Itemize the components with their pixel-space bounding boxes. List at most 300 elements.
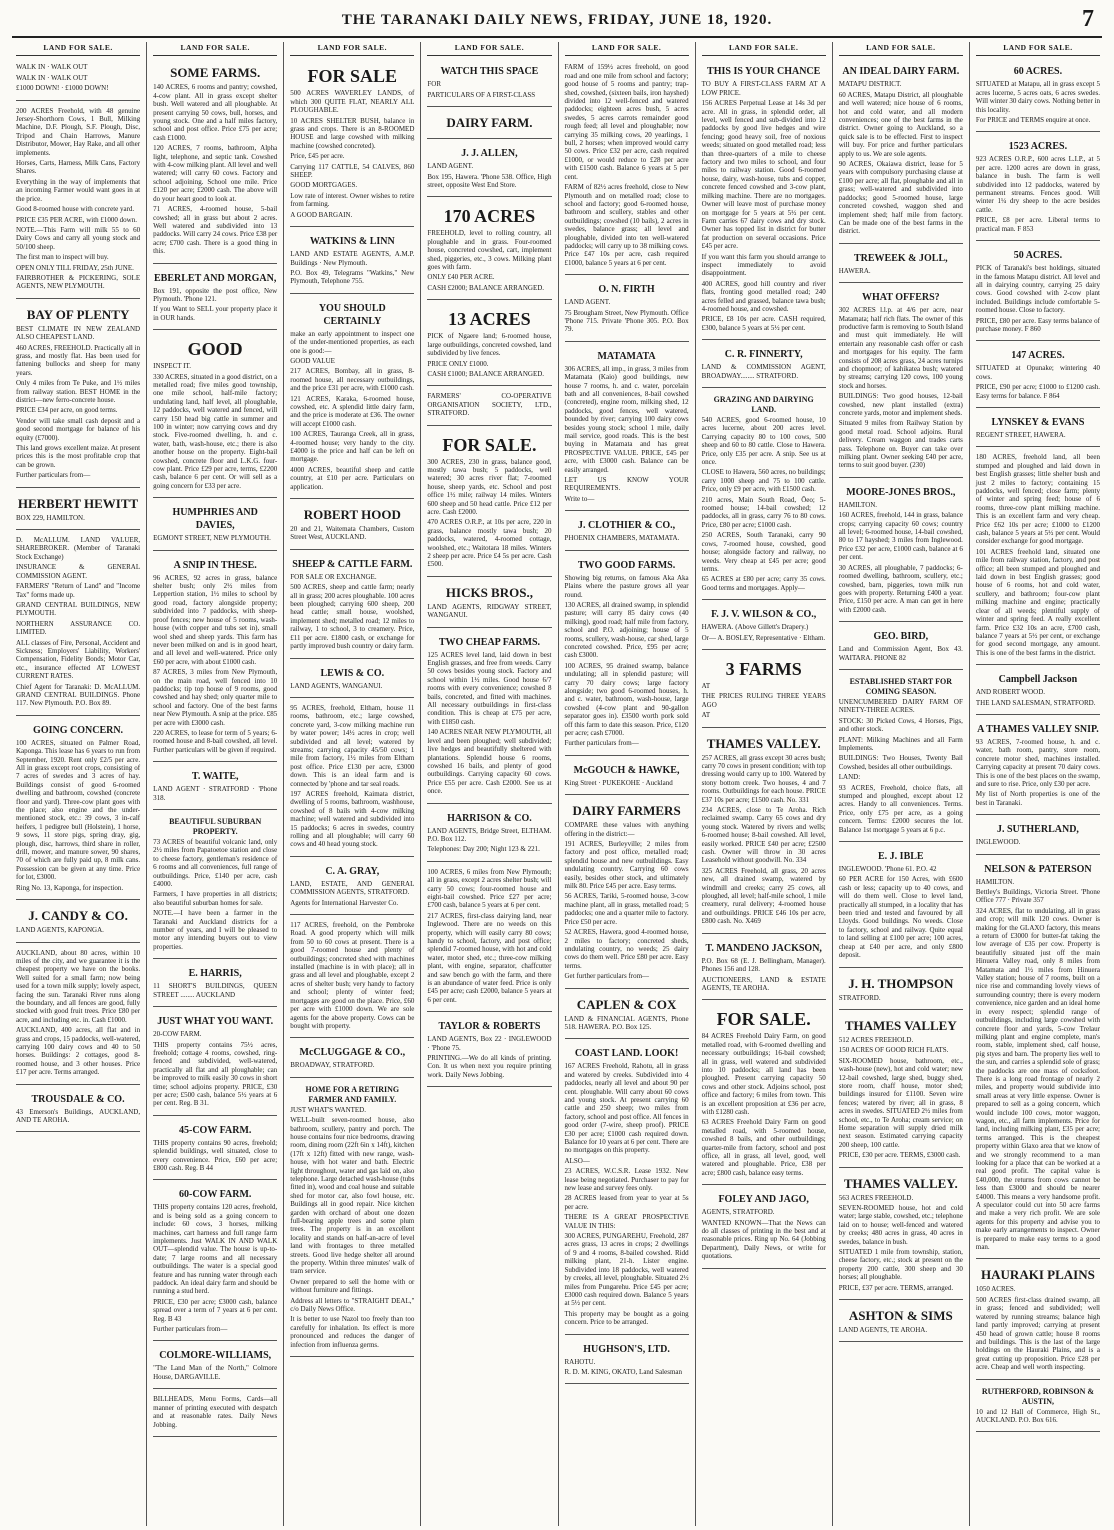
ad-text: 300 ACRES, 230 in grass, balance good, mostly tawa bush; 5 paddocks, well watered; 30 acres river flat; 7-roomed house, sheep yards, etc. School and post office 1½ mile; railway 14 miles. Winters 600 sheep and 50 head cattle. Price £12 per acre. Cash £2000. [427, 457, 552, 516]
advertisement [702, 60, 826, 340]
advertisement [290, 918, 414, 1038]
advertisement [427, 631, 551, 804]
ad-headline: NELSON & PATERSON [984, 863, 1092, 875]
ad-text: King Street · PUKEKOHE · Auckland [564, 778, 673, 787]
ad-headline: GOING CONCERN. [33, 724, 124, 736]
ad-headline: E. HARRIS, [188, 968, 242, 980]
ad-text: BUILDINGS: Two good houses, 12-bail cowshed, new plant installed (extra) concrete yards, motor and implement sheds. [838, 392, 963, 417]
ad-text: If you Want to SELL your property place it in OUR hands. [153, 305, 278, 322]
ad-headline: ASHTON & SIMS [848, 1308, 953, 1324]
ad-text: Further particulars from— [564, 739, 639, 748]
ad-text: 56 ACRES, Tariki, 5-roomed house, 3-cow machine plant, all in grass, metalled road; 5 paddocks; one and a quarter mile to factory. Price £50 per acre. [564, 892, 689, 926]
advertisement [153, 765, 277, 810]
ad-text: INGLEWOOD. [975, 838, 1021, 847]
ad-text: 306 ACRES, all imp., in grass, 3 miles from Matamata (Kaio) good buildings, new house 7 rooms, h. and c. water, porcelain bath and all conveniences, 8-bail cowshed (concreted), engine room, milking shed, 12 paddocks, good fences, well watered, bounded by river; carrying 100 dairy cows besides young stock; school 1 mile, daily mail service, good roads. This is the best buying in Matamata and has great PROSPECTIVE VALUE. PRICE, £45 per acre, with £3000 cash. Balance can be easily arranged. [564, 364, 689, 474]
ad-text: 512 ACRES FREEHOLD. [838, 1035, 914, 1044]
advertisement [839, 1303, 963, 1342]
ad-headline: GOOD [187, 339, 243, 360]
ad-text: 923 ACRES O.R.P., 600 acres L.I.P., at 5 per acre. 1200 acres are down in grass, balance in bush. The farm is well subdivided into 12 paddocks, watered by permanent streams. Fences good. Will winter 1¼ dry sheep to the acre besides cattle. [975, 155, 1100, 214]
ad-text: LAND & FINANCIAL AGENTS, Phone 518. HAWERA. P.O. Box 125. [564, 1014, 689, 1031]
ad-text: Box 191, opposite the post office, New Plymouth. 'Phone 121. [153, 286, 278, 303]
ad-text: 30 ACRES, all ploughable, 7 paddocks; 6-roomed dwelling, bathroom, scullery, etc.; cowshed, barn, piggeries, town milk run goes with property. Returning £400 a year. Price, £150 per acre. A man can get in here with £2000 cash. [838, 563, 963, 614]
ad-text: Owner prepared to sell the home with or without furniture and fittings. [290, 1277, 415, 1295]
ad-headline: E. J. IBLE [878, 851, 924, 863]
ad-text: 160 ACRES, freehold, 144 in grass, balance crops; carrying capacity 60 cows; country all level; 6-roomed house, 14-bail cowshed, 80 to 17 hayshed; 3 miles from Inglewood. Price £32 per acre, £1000 cash, balance at 6 per cent. [838, 511, 963, 562]
column-4 [421, 42, 558, 1526]
ad-text: 197 ACRES freehold, Kaimata district, dwelling of 5 rooms, bathroom, washhouse, cowshed of 8 bails with 4-cow milking machine; well watered and subdivided into 15 paddocks; 6 acres in swedes, country rolling and all ploughable; will carry 60 cows and 40 head young stock. [290, 789, 415, 849]
ad-text: 500 ACRES, sheep and cattle farm; nearly all in grass; 200 acres ploughable. 100 acres been ploughed; carrying 600 sheep, 200 head cattle; small house, woolshed, implement shed; metalled road; 12 miles to railway, 1 to school, 3 to creamery. Price, £11 per acre. £1800 cash, or exchange for partly improved bush country or dairy farm. [290, 583, 415, 651]
ad-headline: J. H. THOMPSON [848, 975, 954, 991]
ad-headline: LEWIS & CO. [320, 667, 385, 679]
ad-text: Vendor will take small cash deposit and a good second mortgage for balance of his equity (£7000). [16, 416, 141, 442]
ad-text: 65 ACRES at £80 per acre; carry 35 cows. Good terms and mortgages. Apply— [701, 575, 826, 592]
ad-headline: T. MANDENO JACKSON, [705, 942, 822, 954]
advertisement [153, 813, 277, 959]
ad-text: Carrying 117 CATTLE, 54 CALVES, 860 SHEEP. [290, 162, 415, 180]
ad-text: CLOSE to Hawera, 560 acres, no buildings; carry 1000 sheep and 75 to 100 cattle. Price, only £9 per acre, with £1500 cash. [701, 468, 826, 494]
ad-headline: TREWEEK & JOLL, [853, 252, 948, 264]
ad-text: PICK of Taranaki's best holdings, situated in the famous Matapu district. All level and all in dairying country, carrying 25 dairy cows. Good cowshed with 2-cow plant included. Buildings include comfortable 5-roomed house. Close to factory. [975, 264, 1100, 315]
ad-text: Chief Agent for Taranaki: D. McALLUM. GRAND CENTRAL BUILDINGS. Phone 117. New Plymouth. P.O. Box 89. [16, 682, 141, 708]
ad-headline: MATAMATA [597, 350, 656, 362]
ad-headline: TROUSDALE & CO. [31, 1093, 125, 1105]
ad-text: HAMILTON. [838, 500, 878, 509]
ad-text: 96 ACRES, 92 acres in grass, balance shelter bush; only 2½ miles from Leppertion station, 1½ miles to school by good road, factory alongside property; subdivided into 7 paddocks, with sheep-proof fences; new house of 5 rooms, wash-house (with copper and tubs set in), small wool shed and sheep yards. This farm has never been milked on and is in good heart, and all level and well-watered. Price only £60 per acre, with about £1000 cash. [153, 573, 278, 666]
advertisement [290, 662, 414, 698]
advertisement [565, 1042, 689, 1334]
advertisement [565, 992, 689, 1040]
ad-headline: C. A. GRAY, [325, 865, 380, 877]
ad-text: AT [701, 711, 711, 720]
ad-headline: HAURAKI PLAINS [981, 1267, 1095, 1283]
ad-text: PRICE, £37 per acre. TERMS, arranged. [838, 1283, 954, 1292]
ad-text: PRICE, £80 per acre. Easy terms balance of purchase money. F 860 [975, 316, 1100, 333]
ad-text: BROADWAY, STRATFORD. [290, 1061, 375, 1070]
advertisement [565, 798, 689, 988]
ad-text: THIS property contains 75½ acres, freehold; cottage 4 rooms, cowshed, ring-fenced and subdivided, well-watered, practically all flat and all ploughable; can be improved to milk easily 30 cows in short time; school adjoins property. PRICE, £30 per acre; £500 cash, balance 5½ years at 6 per cent. Reg. B 31. [153, 1040, 278, 1108]
ad-text: 93 ACRES, 7-roomed house, h. and c. water, bath room, pantry, store room, concrete motor shed, machines installed. Carrying capacity at present 70 dairy cows. This is one of the best places on the swamp, and sure to rise. Price, only £30 per acre. [975, 737, 1100, 788]
ad-text: LAND AGENTS, Bridge Street, ELTHAM. P.O. Box 112. [427, 826, 552, 843]
ad-headline: O. N. FIRTH [598, 284, 655, 296]
advertisement [976, 60, 1100, 132]
advertisement [839, 286, 963, 478]
ad-text: HAMILTON. [975, 877, 1015, 886]
advertisement [153, 267, 277, 331]
ad-text: 540 ACRES, good 6-roomed house, 10 acres lucerne, about 200 acres level. Carrying capacity 80 to 100 cows, 500 sheep and 60 to 80 cattle. Close to Hawera. Price, only £35 per acre. A snip. See us at once. [701, 416, 826, 467]
ad-text: SEVEN-ROOMED house, hot and cold water; large stable, cowshed, etc.; telephone laid on to house; well-fenced and watered by creeks; 480 acres in grass, 40 acres in swedes, balance in bush. [838, 1204, 963, 1246]
column-header: LAND FOR SALE. [16, 44, 140, 56]
ad-text: 52 ACRES, Hawera, good 4-roomed house, 2 miles to factory; concreted sheds, undulating country, no weeds; 25 dairy cows do them well. Price £80 per acre. Easy terms. [564, 928, 689, 970]
ad-text: FARM of 159½ acres freehold, on good road and one mile from school and factory; good house of 5 rooms and pantry; trap-shed, cowshed, (sixteen bails, iron hayshed) divided into 12 well-fenced and watered paddocks; eighteen acres bush, 5 acres swedes, 5 acres carrots remainder good rough feed; all level and ploughable; now carrying 35 milking cows, 20 yearlings, 1 bull, 2 horses; when improved would carry 50 cows. Price £32 per acre, cash required £1000, or would reduce to £28 per acre with £1500 cash. Balance 6 years at 5 per cent. [564, 63, 689, 181]
ad-text: GOOD VALUE [290, 356, 335, 365]
advertisement [976, 858, 1100, 1260]
ad-text: PHOENIX CHAMBERS, MATAMATA. [564, 534, 680, 543]
ad-text: LAND AGENT · STRATFORD · 'Phone 318. [153, 785, 278, 802]
advertisement [702, 1003, 826, 1185]
ad-text: 140 ACRES NEAR NEW PLYMOUTH, all level and been ploughed; well subdivided; live hedges and beautifully sheltered with plantations. Splendid house 6 rooms, cowshed 16 bails, and plenty of good outbuildings. Carrying capacity 60 cows. Price £55 per acre. Cash £2000. See us at once. [427, 728, 552, 796]
advertisement [427, 1015, 551, 1087]
ad-text: PRICE, £8 10s per acre. CASH required, £300, balance 5 years at 5½ per cent. [701, 315, 826, 332]
advertisement [976, 344, 1100, 408]
advertisement [153, 1183, 277, 1341]
ad-headline: TWO GOOD FARMS. [577, 559, 676, 571]
ad-text: 121 ACRES, Karaka, 6-roomed house, cowshed, etc. A splendid little dairy farm, and the price is moderate at £36. The owner will accept £1000 cash. [290, 394, 415, 428]
ad-text: Address all letters to "STRAIGHT DEAL," c/o Daily News Office. [290, 1296, 415, 1314]
ad-text: Everything in the way of implements that an incoming Farmer would want goes in at the price. [16, 177, 141, 203]
ad-text: Box 195, Hawera. 'Phone 538. Office, High street, opposite West End Store. [427, 172, 552, 190]
ad-text: 130 ACRES, all drained swamp, in splendid pasture; will carry 85 dairy cows (40 milking), good road; half mile from factory, school and P.O. adjoining; house of 5 rooms, scullery, wash-house, car shed, large concreted cowshed. Price, £95 per acre; cash £3000. [564, 600, 689, 660]
ad-headline: WHAT OFFERS? [861, 292, 940, 304]
ad-text: Situated 9 miles from Railway Station by good metal road. School adjoins. Rural delivery. Cream waggon and trades carts pass. Telephone on. Buyer can take over milking plant. Owner seeking £40 per acre, terms to suit good buyer. (230) [838, 419, 963, 470]
ad-text: 43 Emerson's Buildings, AUCKLAND, AND TE AROHA. [16, 1107, 141, 1124]
ad-headline: TAYLOR & ROBERTS [438, 1021, 541, 1033]
ad-text: My list of North properties is one of the best in Taranaki. [975, 790, 1100, 807]
ad-text: 400 ACRES, good hill country and river flats, fronting good metalled road; 240 acres felled and grassed, balance tawa bush; 4-roomed house, and cowshed. [701, 279, 826, 313]
ad-headline: J. J. ALLEN, [461, 148, 518, 160]
column-header: LAND FOR SALE. [290, 44, 414, 56]
ad-headline: 13 ACRES [448, 309, 531, 330]
advertisement [16, 946, 140, 1085]
ad-text: 20 and 21, Waitemata Chambers, Custom Street West, AUCKLAND. [290, 525, 415, 542]
ad-headline: A THAMES VALLEY SNIP. [977, 723, 1099, 735]
advertisement [16, 302, 140, 488]
ad-text: INSPECT IT. [153, 362, 191, 371]
ad-text: SITUATED 1 mile from township, station, cheese factory, etc.; stock at present on the property 200 cattle, 300 sheep and 30 horses; all ploughable. [838, 1248, 963, 1282]
ad-text: BEST CLIMATE IN NEW ZEALAND ALSO CHEAPEST LAND. [16, 324, 141, 342]
ad-text: UNENCUMBERED DAIRY FARM OF NINETY-THREE ACRES. [838, 697, 963, 715]
column-header: LAND FOR SALE. [976, 44, 1100, 56]
advertisement [565, 514, 689, 550]
ad-headline: 50 ACRES. [1013, 250, 1063, 262]
ad-headline: COAST LAND. LOOK! [574, 1048, 679, 1060]
column-header: LAND FOR SALE. [839, 44, 963, 56]
ad-headline: FOR SALE. [716, 1009, 811, 1030]
ad-headline: SOME FARMS. [170, 65, 261, 81]
advertisement [839, 481, 963, 622]
ad-text: AUCKLAND, about 80 acres, within 10 miles of the city, and we guarantee it is the cheapest property we have on the books. Well suited for a small farm; now being used for a town milk supply; lovely aspect, facing the sun. Taranaki River runs along the boundary, and all fences are good, fully stocked with good fruit trees. Price £80 per acre, and including etc. in. Cash £1000. [16, 948, 141, 1024]
ad-text: P.O. Box 49, Telegrams "Watkins," New Plymouth, Telephone 755. [290, 268, 415, 286]
advertisement [565, 554, 689, 756]
ad-text: 101 ACRES freehold land, situated one mile from railway station, factory, and post office; all been stumped and ploughed and laid down in best English grasses; good house of 6 rooms, hot and cold water, scullery, and bathroom; four-cow plant milking machine and engine; practically clear of all weeds; plentiful supply of winter and spring feed. A really excellent farm. Price £32 10s an acre, £700 cash, balance 7 years at 5½ per cent, or exchange for good second mortgage, any amount. This is one of the best farms in the district. [975, 547, 1100, 657]
ad-headline: HERBERT HEWITT [17, 495, 139, 511]
ad-text: 191 ACRES, Burleyville; 2 miles from factory and post office, metalled road; splendid house and new outbuildings. Easy undulating country. Carrying 60 cows easily, besides other stock, and ultimately milk 80. Price £45 per acre. Easy terms. [564, 840, 689, 891]
ad-text: MATAPU DISTRICT. [838, 80, 902, 89]
ad-text: FARM of 82½ acres freehold, close to New Plymouth and on metalled road; close to school and factory; good 6-roomed house, bathroom and scullery, stables and other outbuildings; cowshed (10 bails), 2 acres in swedes, balance grass; all level and ploughable, divided into ten well-watered paddocks; will carry up to 38 milking cows. Price £47 10s per acre, cash required £1000, balance 5 years at 6 per cent. [564, 183, 689, 267]
ad-text: AUCTIONEERS, LAND & ESTATE AGENTS, TE AROHA. [701, 975, 826, 992]
ad-text: LAND AGENTS, KAPONGA. [16, 926, 104, 935]
ad-text: STOCK: 30 Picked Cows, 4 Horses, Pigs, and other stock. [838, 716, 963, 734]
column-3 [284, 42, 421, 1526]
advertisement [153, 1392, 277, 1437]
ad-text: 460 ACRES, FREEHOLD. Practically all in grass, and mostly flat. Has been used for fattening bullocks and sheep for many years. [16, 343, 141, 377]
advertisement [427, 142, 551, 197]
ad-text: 217 ACRES, first-class dairying land, near Inglewood. There are no weeds on this property, which will easily carry 80 cows; handy to school, factory, and post office; splendid 7-roomed house, with hot and cold water, motor shed, etc.; three-cow milking plant, with engine, separator, chaffcutter and saw bench go with the farm, and there is an abundance of water feed. Price is only £45 per acre; cash £2000, balance 5 years at 6 per cent. [427, 911, 552, 1004]
advertisement [16, 719, 140, 900]
ad-text: THERE IS A GREAT PROSPECTIVE VALUE IN THIS: [564, 1213, 689, 1230]
ad-headline: 45-COW FARM. [178, 1124, 252, 1136]
ad-text: HAWERA. (Above Gillett's Drapery.) [701, 623, 809, 632]
ad-headline: J. CLOTHIER & CO., [577, 520, 676, 532]
ad-headline: FOR SALE [307, 66, 398, 87]
ad-headline: JUST WHAT YOU WANT. [157, 1016, 274, 1028]
ad-text: REGENT STREET, HAWERA. [975, 430, 1066, 439]
ad-text: 470 ACRES O.R.P., at 10s per acre, 220 in grass, balance mostly tawa bush; 20 paddocks, watered, 4-roomed cottage, woolshed, etc.; Waitotara 18 miles. Winters 2 sheep per acre. Price £4 5s per acre. Cash £500. [427, 518, 552, 569]
ad-text: Good 8-roomed house with concrete yard. [16, 205, 135, 214]
masthead [0, 0, 1114, 40]
ad-text: 75 Brougham Street, New Plymouth. Office 'Phone 715. Private 'Phone 305. P.O. Box 79. [564, 308, 689, 334]
ad-text: 100 ACRES, Tauranga Creek, all in grass, 4-roomed house; very handy to the city. £4000 is the price and half can be left on mortgage. [290, 430, 415, 464]
ad-text: 325 ACRES Freehold, all grass, 20 acres new, all drained swamp, watered by windmill and creeks; carry 25 cows, all ploughed, all level; half-mile school, 1 mile creamery, rural delivery; 4-roomed house and outbuildings. PRICE £46 10s per acre, £800 cash. No. X469 [701, 866, 826, 926]
ad-headline: 60 ACRES. [1013, 66, 1063, 78]
ad-headline: LYNSKEY & EVANS [991, 416, 1085, 428]
ad-text: This property may be bought as a going concern. Price to be arranged. [564, 1309, 689, 1327]
advertisement [565, 60, 689, 275]
ad-text: 11 SHORT'S BUILDINGS, QUEEN STREET ........ AUCKLAND [153, 982, 278, 999]
ad-text: WALK IN · WALK OUT [16, 63, 88, 72]
ad-text: Or— A. BOSLEY, Representative · Eltham. [701, 633, 826, 642]
ad-text: 302 ACRES l.l.p. at 4/6 per acre, near Matamata; half rich flats. The owner of this productive farm is removing to South Island and must quit immediately. He will entertain any reasonable cash offer or cash and mortgages for his equity. The farm consists of 208 acres grass, 24 acres turnips and chopmoor; of kahikatea bush; watered by streams; carrying 120 cows, 100 young stock and horses. [838, 306, 963, 390]
ad-text: If you want this farm you should arrange to inspect immediately to avoid disappointment. [701, 252, 826, 278]
advertisement [427, 580, 551, 628]
ad-text: 220 ACRES, to lease for term of 5 years; 6-roomed house and 8-bail cowshed, all level. Further particulars will be given if required. [153, 728, 278, 754]
ad-headline: GRAZING AND DAIRYING LAND. [713, 395, 814, 414]
advertisement [290, 502, 414, 550]
ad-text: A GOOD BARGAIN. [290, 210, 353, 219]
advertisement [839, 60, 963, 243]
ad-text: 200 ACRES Freehold, with 48 genuine Jersey-Shorthorn Cows, 1 Bull, Milking Machine, D.F. Plough, S.F. Plough, Disc, Tripod and Chain Harrows, Manure Distributor, Mower, Hay Rake, and all other implements. [16, 106, 141, 157]
ad-text: LAND AGENTS, RIDGWAY STREET, WANGANUI. [427, 602, 552, 620]
ad-headline: WATKINS & LINN [309, 236, 395, 248]
ad-headline: ROBERT HOOD [303, 507, 401, 523]
ad-text: AGENTS, STRATFORD. [701, 1208, 775, 1217]
ad-text: 167 ACRES Freehold, Rahotu, all in grass and watered by creeks. Subdivided into 4 paddocks, nearly all level and about 90 per cent. ploughable. Will carry about 60 cows and young stock. At present carrying 60 cattle and 250 sheep; two miles from factory, school and post office. All fences in good order (7-wire, sheep proof). PRICE £30 per acre; £1000 cash required down. Balance for 10 years at 6 per cent. There are no mortgages on this property. [564, 1062, 689, 1155]
advertisement [290, 860, 414, 915]
advertisement [839, 845, 963, 967]
ad-text: CASH £1000; BALANCE ARRANGED. [427, 369, 545, 378]
ad-text: 71 ACRES, 4-roomed house, 5-bail cowshed; all in grass but about 2 acres. Well watered and subdivided into 13 paddocks. Will carry 24 cows. Price £38 per acre; £700 cash. There is a good thing in this. [153, 205, 278, 256]
ad-text: THIS property contains 90 acres, freehold; splendid buildings, well situated, close to every convenience. Price, £60 per acre; £800 cash. Reg. B 44 [153, 1138, 278, 1172]
ad-text: Further particulars from— [16, 471, 91, 480]
ad-text: Bettley's Buildings, Victoria Street. 'Phone Office 777 · Private 357 [975, 888, 1100, 905]
ad-text: THE LAND SALESMAN, STRATFORD. [975, 698, 1096, 707]
masthead-title: THE TARANAKI DAILY NEWS, FRIDAY, JUNE 18, 1920. [341, 12, 773, 28]
ad-text: 28 ACRES leased from year to year at 5s per acre. [564, 1194, 689, 1211]
column-header: LAND FOR SALE. [427, 44, 551, 56]
advertisement [16, 903, 140, 942]
ad-text: LAND AGENTS, WANGANUI. [290, 681, 383, 690]
ad-text: Get further particulars from— [564, 972, 650, 981]
ad-headline: WATCH THIS SPACE [440, 66, 539, 78]
advertisement [839, 971, 963, 1010]
advertisement [290, 1081, 414, 1357]
ad-text: Land and Commission Agent, Box 43. WAITARA. PHONE 82 [838, 645, 963, 662]
ad-text: BILLHEADS, Menu Forms, Cards—all manner of printing executed with despatch and at reasonable rates. Daily News Jobbing. [153, 1395, 278, 1429]
advertisement [976, 1383, 1100, 1433]
ad-text: FOR [427, 80, 441, 89]
column-7 [833, 42, 970, 1526]
ad-headline: J. CANDY & CO. [28, 908, 128, 924]
ad-text: JUST WHAT'S WANTED. [290, 1105, 366, 1114]
advertisement [427, 389, 551, 425]
ad-text: 73 ACRES of beautiful volcanic land, only 2½ miles from Papatoetoe station and close to cheese factory, gentleman's residence of 6 rooms and all conveniences, full range of outbuildings. Price, £140 per acre, cash £4000. [153, 838, 278, 889]
ad-headline: ESTABLISHED START FOR COMING SEASON. [849, 676, 953, 696]
ad-text: 210 acres, Main South Road, Ōeo; 5-roomed house; 14-bail cowshed; 12 paddocks, all in grass, carry 76 to 80 cows. Price, £80 per acre; £1000 cash. [701, 495, 826, 529]
ad-text: 100 ACRES, situated on Palmer Road, Kaponga. This lease has 6 years to run from September, 1920. Rent only £2/5 per acre. All in grass except root crops, consisting of 7 acres of swedes and 3 acres of hay. Buildings consist of good 6-roomed dwelling and bathroom, cowshed (concrete floor and yard). Three-cow plant goes with the place; also engine and the under-mentioned stock, etc.: 39 cows, 3 in-calf heifers, 1 pedigree bull (Holstein), 1 horse, 9 sows, 11 store pigs, spring dray, gig, plough, disc, harrows, third share in roller, drill, mower, and manure sower, 90 shares, 70 of which are fully paid up, 8 milk cans. Possession can be given at any time. Price for lot, £3000. [16, 738, 141, 882]
ad-text: 117 ACRES, freehold, on the Pembroke Road. A good property which will milk from 50 to 60 cows at present. There is a good 7-roomed house and plenty of outbuildings; concreted shed with machines installed (machine is in with place); all in grass and all level and ploughable, except 2 acres of shelter bush; very handy to factory and school; plenty of winter feed; mortgages are good on the place. Price, £60 per acre with £1000 down. We are sole agents for the above property. Cows can be bought with property. [290, 921, 415, 1030]
advertisement [839, 1013, 963, 1168]
ad-text: PRINTING.—We do all kinds of printing. Con. It us when next you require printing work. Daily News Jobbing. [427, 1054, 552, 1079]
ad-headline: McCLUGGAGE & CO., [299, 1047, 406, 1059]
ad-text: 180 ACRES, freehold land, all been stumped and ploughed and laid down in best English grasses; little shelter bush and just 2 miles to factory; containing 15 paddocks, well fenced; close farm; plenty of winter and spring feed; house of 6 rooms, three-cow plant milking machine. This is an excellent farm and very cheap. Price £62 10s per acre; £1000 to £1200 cash, balance 5 years at 5½ per cent. Would consider exchange for good mortgage. [975, 453, 1100, 546]
ad-headline: J. SUTHERLAND, [996, 824, 1079, 836]
column-6 [696, 42, 833, 1526]
ad-headline: THIS IS YOUR CHANCE [707, 66, 821, 78]
ad-text: £1000 DOWN! · £1000 DOWN! [16, 84, 109, 93]
advertisement [153, 1010, 277, 1116]
ad-text: PRICE, £30 per acre. TERMS, £3000 cash. [838, 1151, 961, 1160]
ad-text: 100 ACRES, 6 miles from New Plymouth; all in grass, except 2 acres shelter bush; will carry 50 cows; four-roomed house and eight-bail cowshed. Price £27 per acre; £700 cash, balance 5 years at 6 per cent. [427, 867, 552, 910]
ad-text: SITUATED at Matapu, all in grass except 5 acres lucerne, 5 acres oats, 6 acres swedes. Will winter 30 dairy cows. Nothing better in this locality. [975, 80, 1101, 114]
ad-text: 257 ACRES, all grass except 30 acres bush; carry 70 cows in present condition; with top dressing would carry up to 100. Watered by stony bottom creek. Two houses, 4 and 7 rooms. Outbuildings for each house. PRICE £37 10s per acre; £1500 cash. No. 331 [701, 753, 826, 804]
masthead-rule [12, 36, 1102, 38]
ad-text: 20-COW FARM. [153, 1030, 202, 1039]
ad-text: AT [701, 681, 711, 690]
ad-text: 60 ACRES, Matapu District, all ploughable and well watered; nice house of 6 rooms, hot and cold water, and all modern conveniences; one of the best farms in the district. Owner going to Auckland, so a quick sale is to be effected. First to inspect will buy. For price and further particulars apply to us. We are sole agents. [838, 90, 963, 158]
advertisement [702, 937, 826, 1001]
ad-text: Ring No. 13, Kaponga, for inspection. [16, 883, 124, 892]
ad-text: PRICE ONLY £1000. [427, 359, 489, 368]
ad-text: 1050 ACRES. [975, 1285, 1016, 1294]
advertisement [427, 110, 551, 139]
column-1 [10, 42, 147, 1526]
ad-headline: 3 FARMS [725, 658, 802, 679]
ad-headline: MOORE-JONES BROS., [846, 486, 956, 498]
ad-text: NORTHERN ASSURANCE CO. LIMITED. [16, 619, 141, 637]
ad-text: 23 ACRES, W.C.S.R. Lease 1932. New lease being negotiated. Purchaser to pay for new lease and survey fees only. [564, 1167, 689, 1193]
ad-text: Only 4 miles from Te Puke, and 1½ miles from railway station. BEST HOME in the district—new ferro-concrete house. [16, 379, 141, 404]
advertisement [153, 501, 277, 550]
advertisement [153, 962, 277, 1007]
ad-text: LAND, ESTATE, AND GENERAL COMMISSION AGENTS, STRATFORD. [290, 879, 415, 897]
advertisement [427, 200, 551, 300]
ad-text: AND ROBERT WOOD. [975, 688, 1046, 697]
ad-text: FARMERS' CO-OPERATIVE ORGANISATION SOCIETY, LTD., STRATFORD. [427, 392, 552, 418]
ad-text: PARTICULARS OF A FIRST-CLASS [427, 90, 536, 99]
ad-headline: GEO. BIRD, [873, 631, 929, 643]
advertisement [976, 1262, 1100, 1379]
ad-text: FREEHOLD, level to rolling country, all ploughable and in grass. Four-roomed house, concreted cowshed, cart, implement shed, piggeries, etc., 3 cows. Milking plant goes with farm. [427, 229, 552, 272]
advertisement [16, 104, 140, 299]
ad-text: Telephones: Day 200; Night 123 & 221. [427, 845, 540, 854]
ad-text: NOTE.—This Farm will milk 55 to 60 Dairy Cows and carry all young stock and 50/100 sheep. [16, 225, 141, 251]
ad-text: 324 ACRES, flat to undulating, all in grass and crop; will milk 120 cows. Owner is making for the GLAXO factory, this means a return of £3000 for butter-fat taking the low average of £35 per cow. Property is beautifully situated just off the main Hinuera Valley road, only 8 miles from Matamata and 1½ miles from Hinuera Valley station; house of 7 rooms, built on a nice rise and commanding lovely views of surrounding country; there is every modern convenience, nice garden and an ideal home in every respect; splendid range of outbuildings, including large cowshed with concrete floor and yards, 5-cow Trelaur milking plant and engine complete, man's room, stable, implement shed, calf house, pig styes and barn. The property lies well to the sun, and carries a splendid sole of grass; the paddocks are one mass of cocksfoot. There is a long road frontage of nearly 2 miles, and property would subdivide into small areas at very little expense. Owner is prepared to sell as a going concern, which would include 100 cows, motor waggon, wagon, etc., all farm implements. Price for land, including milking plant, £35 per acre; terms arranged. This is the cheapest property within Glaxo area that we know of and we strongly recommend to a man looking for a place that can be worked at a real good profit. The capital value is £40,000, the returns from cows cannot be less than £3000 and should be nearer £4000. This means a very handsome profit. A speculator could cut into 50 acre farms and make a very rich profit. We are sole agents for this property and advise you to make early arrangements to inspect. Owner is prepared to make easy terms to a good man. [975, 906, 1100, 1252]
ad-headline: HUMPHRIES AND DAVIES, [172, 507, 258, 532]
ad-text: LAND & COMMISSION AGENT, BROADWAY........ STRATFORD. [701, 363, 826, 380]
ad-text: PRICE, £90 per acre; £1000 to £1200 cash. Easy terms for balance. F 864 [975, 383, 1100, 400]
ad-headline: RUTHERFORD, ROBINSON & AUSTIN, [981, 1386, 1095, 1406]
column-8 [970, 42, 1106, 1526]
ad-text: LAND AND ESTATE AGENTS, A.M.P. Buildings · New Plymouth. [290, 250, 415, 267]
ad-text: HAWERA. [838, 266, 871, 275]
ad-text: R. D. M. KING, OKATO, Land Salesman [564, 1367, 682, 1376]
column-2 [147, 42, 284, 1526]
ad-text: CASH £2000; BALANCE ARRANGED. [427, 283, 545, 292]
ad-text: 300 ACRES, PUNGAREHU, Freehold, 287 acres grass, 13 acres in crops; 2 dwellings of 9 and 4 rooms, 8-bailed cowshed. Ridd milking plant, 21-h. Lister engine. Subdivided into 18 paddocks, well watered by creeks, all level, ploughable. Situated 2½ miles from Pungarehu. Price £45 per acre; £3000 cash required down. Balance 5 years at 5½ per cent. [564, 1232, 689, 1308]
advertisement [702, 653, 826, 728]
ad-text: 87 ACRES, 3 miles from New Plymouth, on the main road, well fenced into 10 paddocks; tip top house of 9 rooms, good cowshed and hay shed; only quarter mile to school and factory. One of the best farms near New Plymouth. A snip at the price. £85 per acre with £3000 cash. [153, 668, 278, 727]
ad-headline: 1523 ACRES. [1008, 141, 1068, 153]
advertisement [839, 625, 963, 670]
ad-text: RAHOTU. [564, 1357, 596, 1366]
ad-text: BOX 229, HAMILTON. [16, 513, 85, 522]
ad-text: PRICE £34 per acre, on good terms. [16, 406, 118, 415]
ad-text: This land grows excellent maize. At present prices this is the most profitable crop that can be grown. [16, 444, 141, 469]
ad-text: PRICE, £8 per acre. Liberal terms to practical man. F 853 [975, 216, 1100, 233]
advertisement [290, 60, 414, 227]
advertisement [16, 491, 140, 530]
ad-text: Low rate of interest. Owner wishes to retire from farming. [290, 191, 415, 209]
ad-headline: A SNIP IN THESE. [173, 559, 257, 571]
ad-headline: HOME FOR A RETIRING FARMER AND FAMILY. [305, 1084, 400, 1104]
ad-text: TO BUY A FIRST-CLASS FARM AT A LOW PRICE. [701, 80, 826, 97]
ad-text: ONLY £40 PER ACRE. [427, 273, 495, 282]
ad-text: FAIRBROTHER & PICKERING, SOLE AGENTS, NEW PLYMOUTH. [16, 273, 141, 291]
ad-text: LET US KNOW YOUR REQUIREMENTS. [564, 476, 689, 493]
ad-text: PRICE, £30 per acre; £3000 cash, balance spread over a term of 7 years at 6 per cent. Reg. B 43 [153, 1297, 278, 1323]
ad-headline: CAPLEN & COX [576, 996, 677, 1012]
advertisement [976, 668, 1100, 715]
advertisement [290, 553, 414, 659]
ad-text: WELL-built seven-roomed house, also bathroom, scullery, pantry and porch. The house contains four nice bedrooms, drawing room, dining room (22ft 6in x 14ft), kitchen (17ft x 12ft) fitted with new range, wash-house, with hot water and bath. Electric light throughout, water and gas laid on, also telephone. Large detached wash-house (tubs fitted in), wood and coal house and suitable shed for motor car, also fowl house, etc. Buildings all in good repair. Nice kitchen garden with orchard of about one dozen full-bearing apple trees and some plum trees. The property is in an excellent locality and stands on half-an-acre of level land with frontages to three metalled streets. Good live hedge shelter all around the property. Within three minutes' walk of tram service. [290, 1116, 415, 1276]
ad-headline: SHEEP & CATTLE FARM. [292, 558, 413, 570]
ad-headline: DAIRY FARMERS [572, 803, 681, 819]
ad-text: NOTE.—I have been a farmer in the Taranaki and Auckland districts for a number of years, and I will be pleased to motor any intending buyers out to view properties. [153, 909, 278, 951]
ad-text: LAND AGENT. [427, 162, 474, 171]
advertisement [290, 230, 414, 294]
column-header: LAND FOR SALE. [153, 44, 277, 56]
ad-text: COMPARE these values with anything offering in the district:— [564, 821, 689, 838]
advertisement [702, 343, 826, 388]
ad-text: 84 ACRES Freehold Dairy Farm, on good metalled road, with 6-roomed dwelling and necessary outbuildings; 16-bail cowshed; all in grass, well watered and subdivided into 10 paddocks; all land has been ploughed. Present carrying capacity 50 cows and other stock. Adjoins school, post office and factory; 6 miles from town. This is an excellent proposition at £36 per acre, with £1280 cash. [701, 1032, 826, 1116]
column-header: LAND FOR SALE. [565, 44, 689, 56]
advertisement [839, 673, 963, 842]
advertisement [565, 278, 689, 342]
ad-text: 563 ACRES FREEHOLD. [838, 1193, 914, 1202]
ad-text: LAND AGENT. [564, 298, 611, 307]
ad-headline: 147 ACRES. [1011, 350, 1065, 362]
ad-text: SIX-ROOMED house, bathroom, etc., wash-house (new), hot and cold water; new 12-bail cowshed, large shed, buggy shed, store room, chaff house, motor shed; buildings insured for £1100. Seven wire fences; watered by river; all in grass, 8 acres in swedes. SITUATED 2½ miles from school, etc., to Te Aroha; cream service; on Home separation will supply dried milk next season. Estimated carrying capacity 200 sheep, 100 cattle. [838, 1056, 963, 1149]
ad-text: 63 ACRES Freehold Dairy Farm on good metalled road, with 5-roomed house, cowshed 8 bails, and other outbuildings; quarter-mile from factory, school and post office, all in grass, all level, good, well watered and ploughable. Price, £38 per acre; £800 cash, balance easy terms. [701, 1118, 826, 1177]
ad-text: make an early appointment to inspect one of the under-mentioned properties, as each one is good:— [290, 329, 415, 355]
ad-text: 500 ACRES WAVERLEY LANDS, of which 300 QUITE FLAT, NEARLY ALL PLOUGHABLE. [290, 89, 415, 115]
ad-headline: THAMES VALLEY [844, 1017, 957, 1033]
advertisement [839, 247, 963, 283]
advertisement [427, 807, 551, 862]
advertisement [565, 759, 689, 795]
ad-text: Price, £45 per acre. [290, 152, 345, 161]
ad-text: LAND AGENTS, TE AROHA. [838, 1326, 928, 1335]
ad-headline: DAIRY FARM. [446, 115, 533, 131]
ad-headline: EBERLET AND MORGAN, [154, 272, 277, 284]
advertisement [427, 865, 551, 1013]
ad-text: OPEN ONLY TILL FRIDAY, 25th JUNE. [16, 263, 134, 272]
ad-headline: McGOUCH & HAWKE, [573, 764, 680, 776]
ad-text: 250 ACRES, South Taranaki, carry 90 cows, 7-roomed house, cowshed, good house; alongside factory and railway, no weeds. Very cheap at £45 per acre; good terms. [701, 531, 826, 573]
ad-text: Further particulars from— [153, 1325, 228, 1334]
ad-text: 125 ACRES level land, laid down in best English grasses, and free from weeds. Carry 50 cows besides young stock. Factory and school within 1½ miles. Good house 6/7 rooms with every convenience; cowshed 8 bails, concreted, and fitted with machines. All necessary outbuildings in first-class condition. This is cheap at £75 per acre, with £1850 cash. [427, 650, 552, 726]
ad-text: SITUATED at Opunake; wintering 40 cows. [975, 364, 1100, 381]
ad-text: EGMONT STREET, NEW PLYMOUTH. [153, 534, 271, 543]
